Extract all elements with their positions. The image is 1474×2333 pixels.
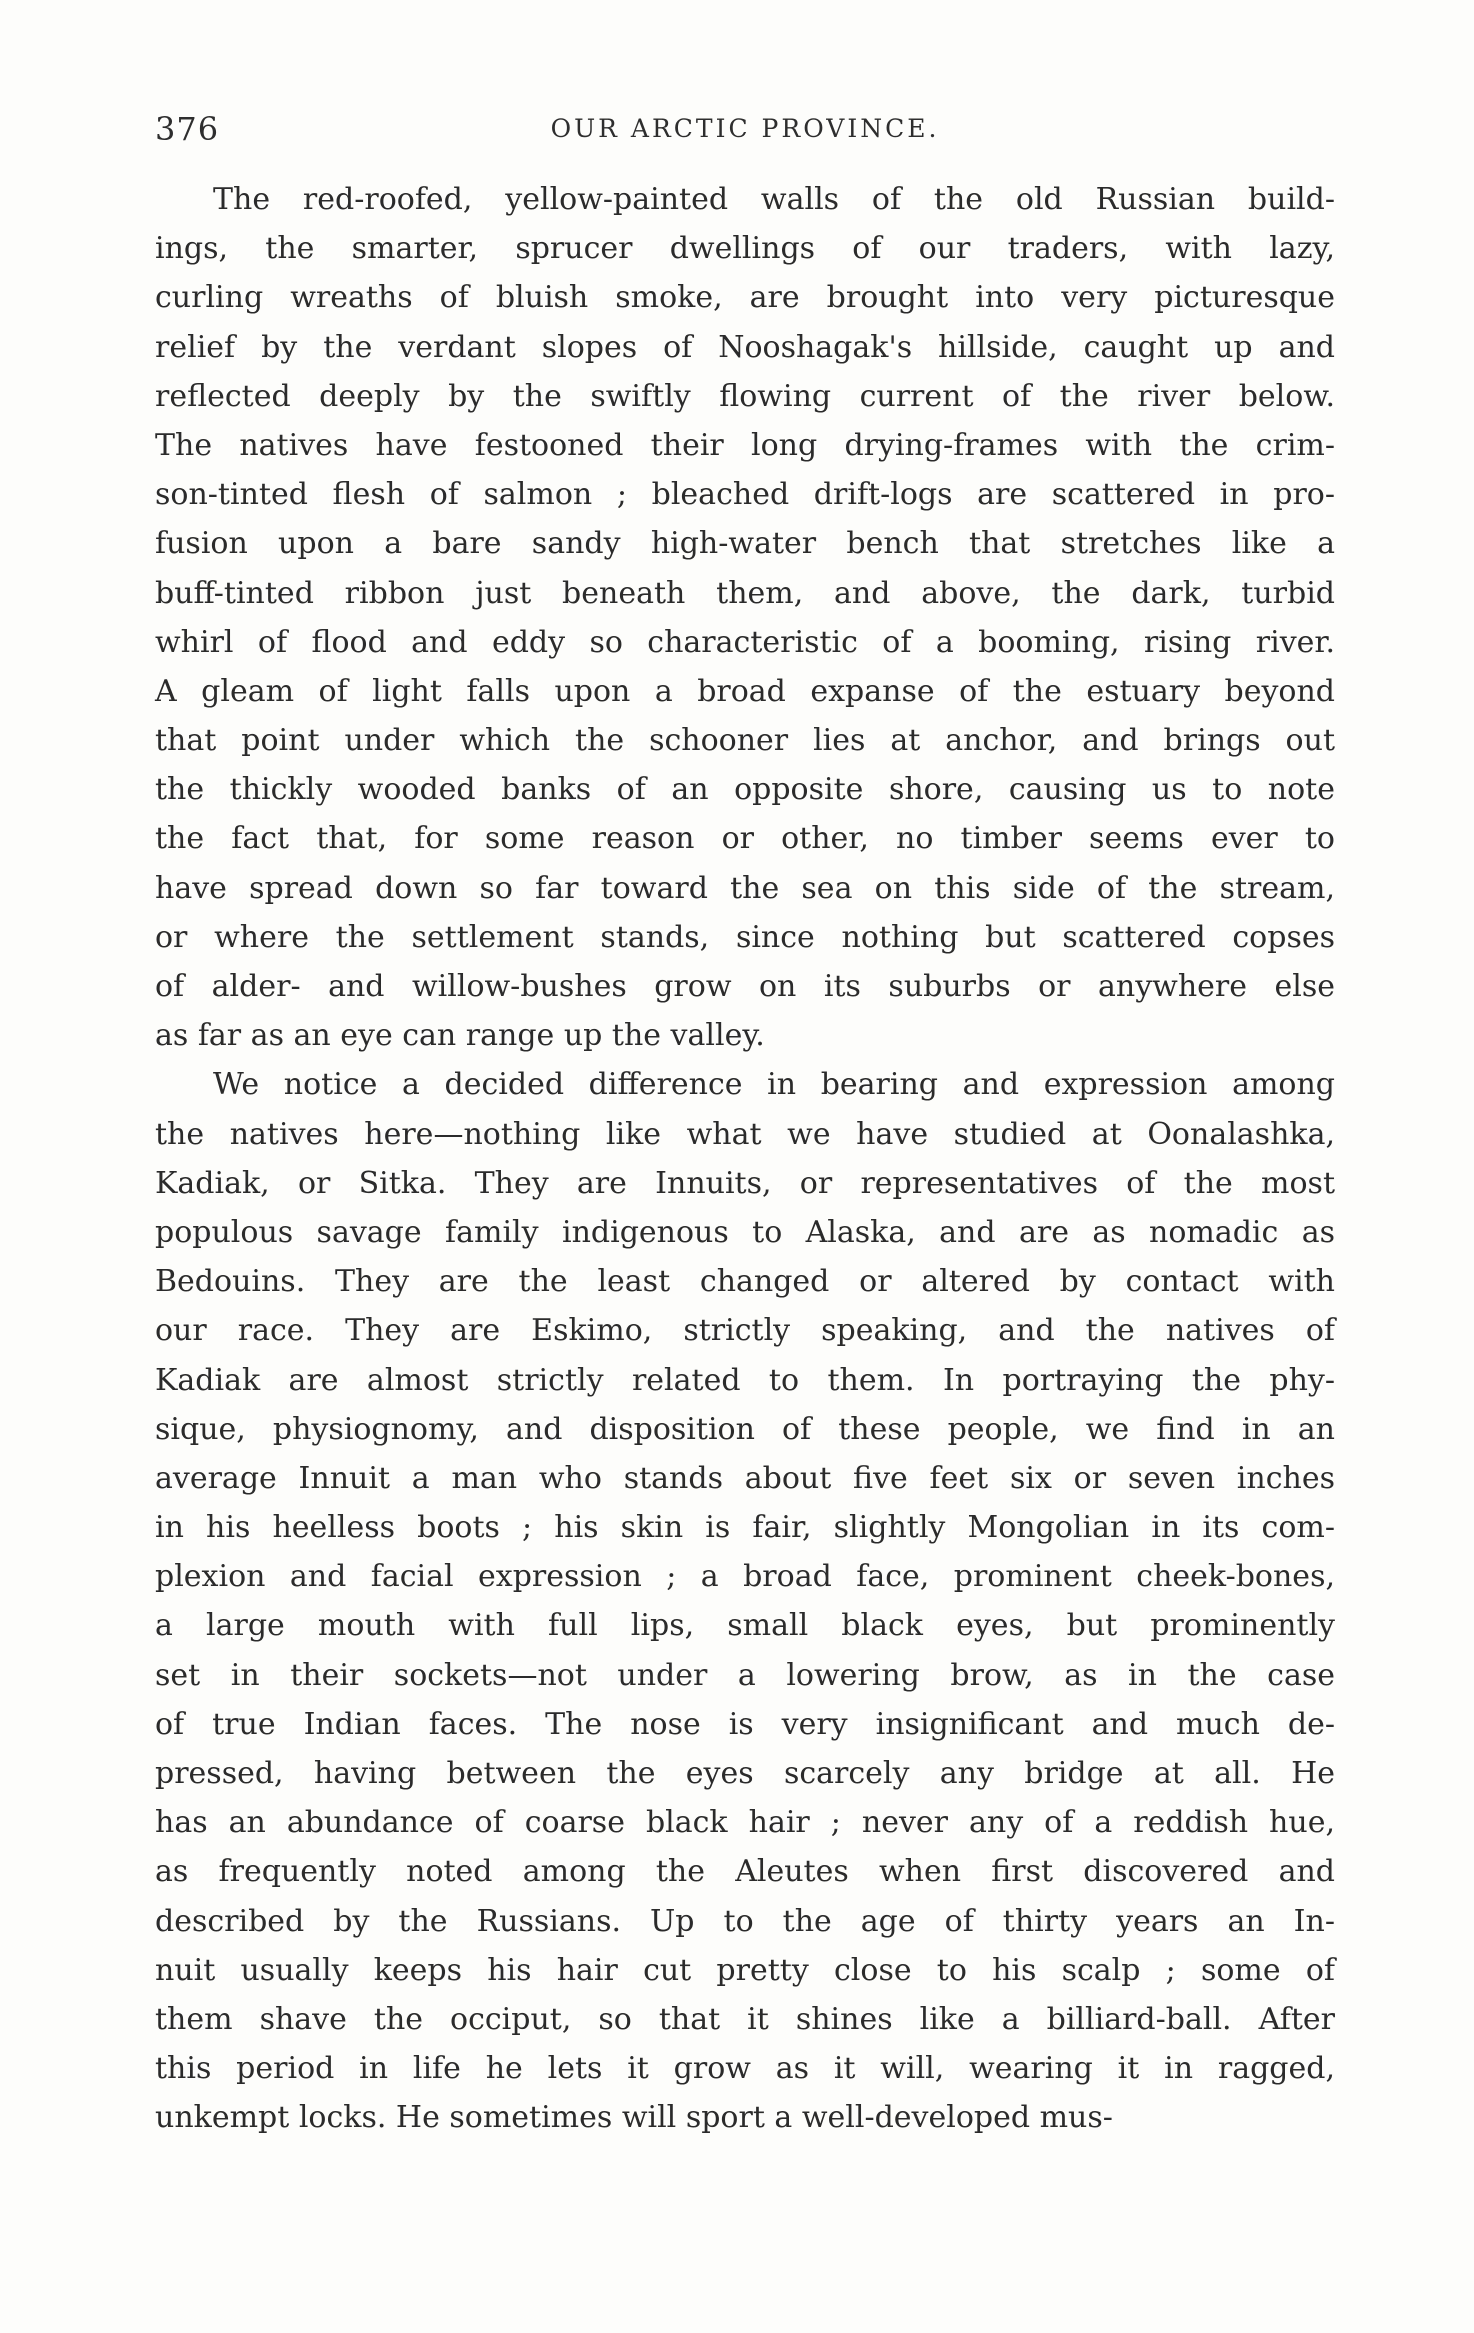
text-line: The red-roofed, yellow-painted walls of the old Russian build- [213,182,1335,217]
page-header [155,110,1335,150]
text-line: unkempt locks. He sometimes will sport a well-developed mus- [155,2100,1113,2136]
text-line: Bedouins. They are the least changed or altered by contact with [155,1264,1335,1300]
text-line: pressed, having between the eyes scarcely any bridge at all. He [155,1756,1335,1791]
text-line: We notice a decided difference in bearing and expression among [213,1067,1335,1103]
text-line: a large mouth with full lips, small black eyes, but prominently [155,1608,1335,1644]
text-line: reflected deeply by the swiftly flowing current of the river below. [155,378,1335,414]
text-line: ings, the smarter, sprucer dwellings of our traders, with lazy, [155,231,1335,267]
text-line: as frequently noted among the Aleutes when first discovered and [155,1854,1335,1890]
text-line: relief by the verdant slopes of Nooshagak's hillside, caught up and [155,329,1335,365]
text-line: that point under which the schooner lies at anchor, and brings out [155,723,1335,759]
text-line: the natives here—nothing like what we have studied at Oonalashka, [155,1116,1335,1152]
text-line: The natives have festooned their long drying-frames with the crim- [155,427,1335,463]
paragraph [155,1060,1335,2142]
text-line: have spread down so far toward the sea on this side of the stream, [155,870,1335,906]
text-line: sique, physiognomy, and disposition of these people, we find in an [155,1411,1335,1447]
text-line: Kadiak, or Sitka. They are Innuits, or representatives of the most [155,1165,1335,1201]
text-line: the fact that, for some reason or other, no timber seems ever to [155,821,1335,857]
page-number: 376 [155,110,220,148]
text-line: in his heelless boots ; his skin is fair, slightly Mongolian in its com- [155,1510,1335,1546]
text-line: the thickly wooded banks of an opposite shore, causing us to note [155,772,1335,808]
text-line: plexion and facial expression ; a broad face, prominent cheek-bones, [155,1559,1335,1595]
text-line: fusion upon a bare sandy high-water bench that stretches like a [155,526,1335,562]
paragraph [155,175,1335,1060]
body-text [155,175,1335,2143]
text-line: as far as an eye can range up the valley. [155,1018,765,1054]
text-line: or where the settlement stands, since nothing but scattered copses [155,919,1335,955]
text-line: of alder- and willow-bushes grow on its suburbs or anywhere else [155,969,1335,1004]
text-line: nuit usually keeps his hair cut pretty close to his scalp ; some of [155,1952,1335,1988]
text-line: whirl of flood and eddy so characteristic of a booming, rising river. [155,624,1335,660]
text-line: has an abundance of coarse black hair ; never any of a reddish hue, [155,1805,1335,1841]
text-line: buff-tinted ribbon just beneath them, and above, the dark, turbid [155,575,1335,611]
text-line: curling wreaths of bluish smoke, are brought into very picturesque [155,280,1335,316]
text-line: Kadiak are almost strictly related to them. In portraying the phy- [155,1362,1335,1398]
text-line: them shave the occiput, so that it shines like a billiard-ball. After [155,2001,1335,2037]
text-line: our race. They are Eskimo, strictly speaking, and the natives of [155,1313,1335,1349]
text-line: described by the Russians. Up to the age of thirty years an In- [155,1903,1335,1939]
text-line: average Innuit a man who stands about five feet six or seven inches [155,1460,1335,1496]
text-line: son-tinted flesh of salmon ; bleached drift-logs are scattered in pro- [155,477,1335,513]
text-line: A gleam of light falls upon a broad expanse of the estuary beyond [155,673,1335,709]
text-line: this period in life he lets it grow as it will, wearing it in ragged, [155,2051,1335,2087]
text-line: of true Indian faces. The nose is very insignificant and much de- [155,1706,1335,1742]
text-line: populous savage family indigenous to Alaska, and are as nomadic as [155,1214,1335,1250]
running-head: OUR ARCTIC PROVINCE. [550,114,940,143]
text-line: set in their sockets—not under a lowering brow, as in the case [155,1657,1335,1693]
